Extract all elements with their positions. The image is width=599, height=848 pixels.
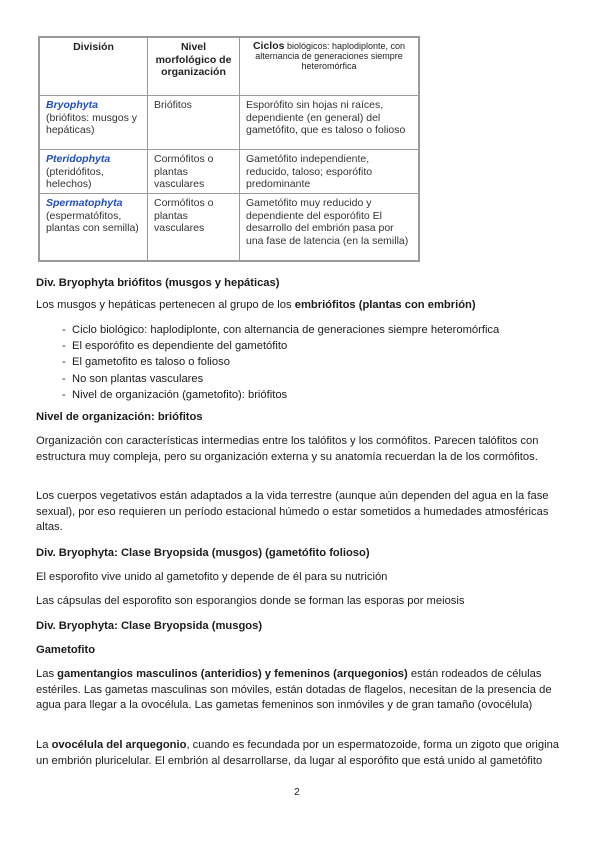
list-item: - Ciclo biológico: haplodiplonte, con alternancia de generaciones siempre heteromórfica <box>36 322 576 338</box>
heading-nivel-organizacion: Nivel de organización: briófitos <box>36 411 203 423</box>
heading-bryopsida: Div. Bryophyta: Clase Bryopsida (musgos) <box>36 620 263 632</box>
heading-bryophyta: Div. Bryophyta briófitos (musgos y hepáticas) <box>36 277 280 289</box>
table-cell-division <box>40 194 148 261</box>
paragraph-embriofitos <box>36 298 564 314</box>
divisions-table <box>38 36 420 262</box>
table-cell-nivel: Cormófitos o plantas vasculares <box>148 194 240 261</box>
paragraph-esporofito-unido: El esporofito vive unido al gametofito y depende de él para su nutrición <box>36 571 388 583</box>
paragraph-ovocelula: La ovocélula del arquegonio, cuando es fecundada por un espermatozoide, forma un zigoto que origina un embrión pluricelular. El embrión al desarrollarse, da lugar al esporófito que está unido al gametófito <box>36 739 560 767</box>
gametangios-bold: gamentangios masculinos (anteridios) y femeninos (arquegonios) <box>57 668 408 680</box>
header-ciclos-bold: Ciclos <box>252 40 285 52</box>
header-nivel: Nivel morfológico de organización <box>148 38 240 96</box>
taxon-description: (pteridófitos, helechos) <box>46 165 104 190</box>
dash-bullet-icon: - <box>62 340 66 353</box>
taxon-name: Pteridophyta <box>46 153 111 165</box>
taxon-description: (espermatófitos, plantas con semilla) <box>46 209 139 234</box>
table-cell-division <box>40 96 148 150</box>
header-ciclos-rest: biológicos: haplodiplonte, con alternancia de generaciones siempre heteromórfica <box>255 41 406 71</box>
heading-bryopsida-folioso: Div. Bryophyta: Clase Bryopsida (musgos) (gametófito folioso) <box>36 547 370 559</box>
taxon-name: Bryophyta <box>46 99 98 111</box>
heading-gametofito: Gametofito <box>36 644 96 656</box>
table-header-row <box>40 38 419 96</box>
table-cell-ciclo: Gametófito independiente, reducido, taloso; esporófito predominante <box>240 150 419 194</box>
table-cell-ciclo: Esporófito sin hojas ni raíces, dependiente (en general) del gametófito, que es taloso o folioso <box>240 96 419 150</box>
paragraph-gametangios: Las gamentangios masculinos (anteridios) y femeninos (arquegonios) están rodeados de células estériles. Las gametas masculinas son móviles, están dotadas de flagelos, necesitan de la presencia de agua para llegar a la ovocélula. Las gametas femeninos son inmóviles y de gran tamaño (ovocélula) <box>36 668 552 712</box>
dash-bullet-icon: - <box>62 324 66 336</box>
table-row <box>40 194 419 261</box>
table-cell-nivel: Briófitos <box>148 96 240 150</box>
ovocelula-bold: ovocélula del arquegonio <box>51 739 187 751</box>
characteristics-list <box>36 322 576 403</box>
table-row <box>40 150 419 194</box>
table-cell-division <box>40 150 148 194</box>
list-item: - El gametofito es taloso o folioso <box>36 354 576 370</box>
header-ciclos <box>240 38 419 96</box>
paragraph-cuerpos-vegetativos: Los cuerpos vegetativos están adaptados a la vida terrestre (aunque aún dependen del agua en la fase sexual), por eso requieren un período estacional húmedo o estar sometidos a humedades atmosféricas altas. <box>36 490 549 534</box>
list-item: - Nivel de organización (gametofito): briófitos <box>36 387 576 403</box>
paragraph-capsulas: Las cápsulas del esporofito son esporangios donde se forman las esporas por meiosis <box>36 595 465 607</box>
list-item: - No son plantas vasculares <box>36 371 576 387</box>
paragraph-embriofitos-text: Los musgos y hepáticas pertenecen al grupo de los <box>36 299 295 311</box>
paragraph-embriofitos-bold: embriófitos (plantas con embrión) <box>294 299 476 311</box>
page-number: 2 <box>294 786 300 798</box>
dash-bullet-icon: - <box>62 356 66 369</box>
taxon-description: (briófitos: musgos y hepáticas) <box>46 111 138 136</box>
table-row <box>40 96 419 150</box>
paragraph-organizacion: Organización con características intermedias entre los talófitos y los cormófitos. Parecen talófitos con estructura muy compleja, pero su organización externa y su anatomía recuerdan la de los cormófitos. <box>36 435 539 463</box>
table-cell-nivel: Cormófitos o plantas vasculares <box>148 150 240 194</box>
divisions-table-grid <box>39 37 419 261</box>
dash-bullet-icon: - <box>62 388 66 401</box>
dash-bullet-icon: - <box>62 372 66 385</box>
table-cell-ciclo: Gametófito muy reducido y dependiente del esporófito El desarrollo del embrión pasa por una fase de latencia (en la semilla) <box>240 194 419 261</box>
taxon-name: Spermatophyta <box>46 197 123 209</box>
header-division: División <box>40 38 148 96</box>
list-item: - El esporófito es dependiente del gametófito <box>36 338 576 354</box>
